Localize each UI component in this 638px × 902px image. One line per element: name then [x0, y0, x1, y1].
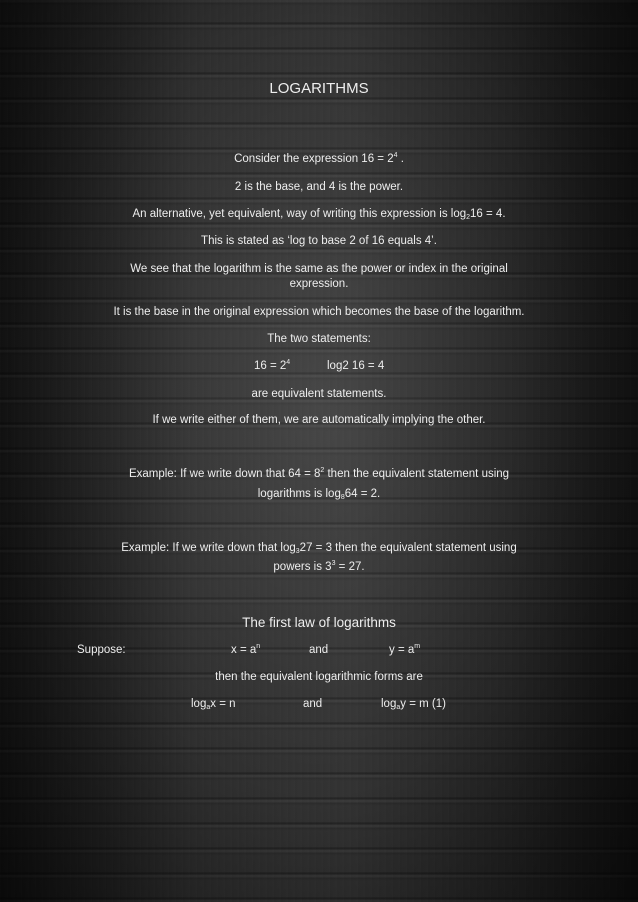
alternative-text [0, 207, 638, 221]
implying-text: If we write either of them, we are automatically implying the other. [152, 414, 486, 426]
alternative-post: 16 = 4. [470, 208, 506, 220]
first-law-heading: The first law of logarithms [242, 615, 396, 630]
example-one-line2 [0, 487, 638, 501]
statement-one [254, 359, 290, 373]
y-equation-text: y = a [389, 644, 415, 656]
log-x-equation [191, 697, 236, 711]
same-as-power-line2: expression. [289, 278, 349, 290]
example-one-result: 64 = 2. [344, 488, 381, 500]
log-y-log: log [381, 698, 397, 710]
example-one-post: then the equivalent statement using [324, 468, 510, 480]
consider-tail: . [397, 153, 404, 165]
same-as-power-line1: We see that the logarithm is the same as the power or index in the original [130, 263, 508, 275]
example-two-result: = 27. [335, 561, 365, 573]
and-label-one: and [309, 644, 329, 656]
suppose-label: Suppose: [77, 644, 126, 656]
log-x-subscript: a [206, 704, 211, 711]
example-two-exponent: 3 [331, 560, 336, 567]
y-equation [389, 643, 420, 657]
y-equation-exponent: m [414, 643, 421, 650]
example-one-log: logarithms is log [257, 488, 341, 500]
statement-one-text: 16 = 2 [254, 360, 287, 372]
consider-exponent: 4 [393, 152, 398, 159]
example-two-pre: Example: If we write down that log [121, 542, 296, 554]
example-two-subscript: 3 [295, 548, 300, 555]
example-one-exponent: 2 [320, 467, 325, 474]
example-two-powers: powers is 3 [273, 561, 332, 573]
example-one-pre: Example: If we write down that 64 = 8 [128, 468, 321, 480]
log-x-log: log [191, 698, 207, 710]
x-equation [231, 643, 260, 657]
equivalent-text: are equivalent statements. [251, 388, 387, 400]
statement-two: log2 16 = 4 [327, 360, 385, 372]
example-one-subscript: 8 [340, 494, 345, 501]
log-y-equation [381, 697, 446, 711]
base-power-text: 2 is the base, and 4 is the power. [234, 181, 404, 193]
consider-expression [0, 152, 638, 166]
x-equation-text: x = a [231, 644, 257, 656]
log-y-result: y = m (1) [400, 698, 446, 710]
example-two-line1 [0, 541, 638, 555]
consider-text: Consider the expression 16 = 2 [234, 153, 394, 165]
base-becomes-text: It is the base in the original expression which becomes the base of the logarithm. [113, 306, 525, 318]
then-text: then the equivalent logarithmic forms are [215, 671, 423, 683]
two-statements-text: The two statements: [267, 333, 371, 345]
alternative-pre: An alternative, yet equivalent, way of writing this expression is log [132, 208, 467, 220]
and-label-two: and [303, 698, 323, 710]
alternative-subscript: 2 [466, 214, 471, 221]
statement-one-exponent: 4 [286, 359, 291, 366]
log-y-subscript: a [396, 704, 401, 711]
example-two-post: 27 = 3 then the equivalent statement using [299, 542, 517, 554]
page-title: LOGARITHMS [269, 80, 369, 97]
x-equation-exponent: n [256, 643, 261, 650]
log-x-result: x = n [210, 698, 236, 710]
example-two-line2 [0, 560, 638, 574]
example-one-line1 [0, 467, 638, 481]
stated-as-text: This is stated as ‘log to base 2 of 16 equals 4’. [201, 235, 437, 247]
